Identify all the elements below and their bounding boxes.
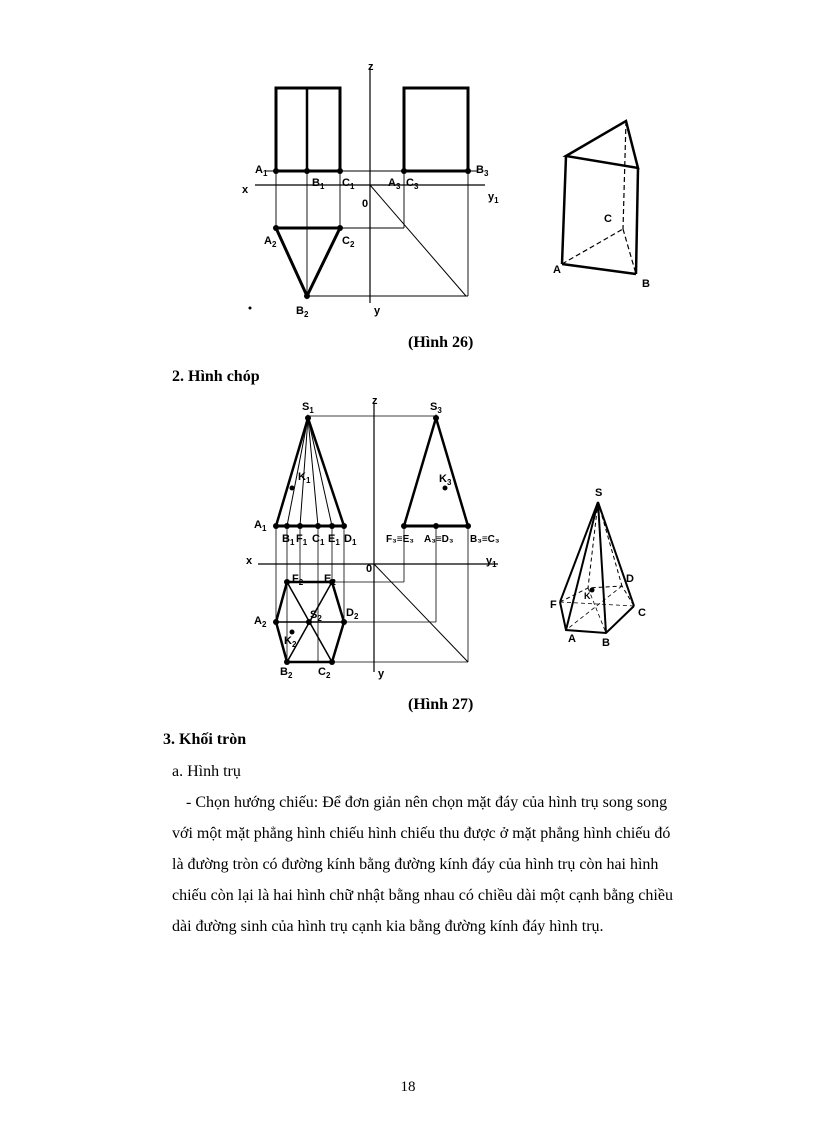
- label-C1: $C_1$: [312, 533, 325, 547]
- paragraph-line: là đường tròn có đường kính bằng đường kính đáy của hình trụ còn hai hình: [172, 856, 659, 873]
- axis-y1-label: $y_1$: [486, 555, 497, 569]
- label-K2: $K_2$: [284, 635, 297, 649]
- label-E1: $E_1$: [328, 533, 340, 547]
- label-A3-D3: A₃≡D₃: [424, 534, 454, 545]
- label-C3: $C_3$: [406, 177, 419, 191]
- cylinder-paragraph: [172, 787, 728, 942]
- label-F2: $F_2$: [292, 573, 304, 587]
- label-B: B: [642, 278, 650, 290]
- figure-27-caption: (Hình 27): [408, 696, 474, 713]
- label-B1: $B_1$: [282, 533, 295, 547]
- label-C: C: [604, 213, 612, 225]
- label-F: F: [550, 599, 557, 611]
- subsection-heading: a. Hình trụ: [172, 763, 241, 780]
- axis-y1-label: $y_1$: [488, 191, 499, 205]
- label-E2: $E_2$: [324, 573, 336, 587]
- label-C1: $C_1$: [342, 177, 355, 191]
- label-K1: $K_1$: [298, 471, 311, 485]
- paragraph-line: với một mặt phẳng hình chiếu hình chiếu thu được ở mặt phẳng hình chiếu đó: [172, 825, 671, 842]
- label-B3: $B_3$: [476, 164, 489, 178]
- label-S2: $S_2$: [310, 609, 322, 623]
- label-K: K: [584, 591, 591, 601]
- label-D2: $D_2$: [346, 607, 359, 621]
- label-S3: $S_3$: [430, 401, 442, 415]
- label-F3-E3: F₃≡E₃: [386, 534, 414, 545]
- label-B2: $B_2$: [296, 305, 309, 319]
- axis-y-label: y: [374, 305, 381, 317]
- section-3-heading: 3. Khối tròn: [163, 731, 247, 748]
- paragraph-line: - Chọn hướng chiếu: Để đơn giản nên chọn mặt đáy của hình trụ song song: [186, 794, 668, 811]
- axis-z-label: z: [368, 61, 374, 73]
- origin-label: 0: [366, 563, 373, 575]
- label-B1: $B_1$: [312, 177, 325, 191]
- axis-z-label: z: [372, 395, 378, 407]
- paragraph-line: dài đường sinh của hình trụ cạnh kia bằng đường kính đáy hình trụ.: [172, 918, 604, 935]
- label-A: A: [553, 264, 561, 276]
- label-B: B: [602, 637, 610, 649]
- figure-27-pyramid-projection: [240, 394, 660, 686]
- label-A2: $A_2$: [264, 235, 277, 249]
- axis-x-label: x: [246, 555, 253, 567]
- label-B2: $B_2$: [280, 666, 293, 680]
- label-A2: $A_2$: [254, 615, 267, 629]
- label-A3: $A_3$: [388, 177, 401, 191]
- label-K3: $K_3$: [439, 473, 452, 487]
- label-S1: $S_1$: [302, 401, 314, 415]
- label-C2: $C_2$: [342, 235, 355, 249]
- label-F1: $F_1$: [296, 533, 308, 547]
- label-A1: $A_1$: [255, 164, 268, 178]
- label-C: C: [638, 607, 646, 619]
- axis-x-label: x: [242, 184, 249, 196]
- label-D: D: [626, 573, 634, 585]
- figure-26-caption: (Hình 26): [408, 334, 474, 351]
- page-number: 18: [400, 1079, 416, 1095]
- paragraph-line: chiếu còn lại là hai hình chữ nhật bằng nhau có chiều dài một cạnh bằng chiều: [172, 887, 673, 904]
- section-2-heading: 2. Hình chóp: [172, 368, 260, 385]
- label-A: A: [568, 633, 576, 645]
- label-A1: $A_1$: [254, 519, 267, 533]
- origin-label: 0: [362, 198, 369, 210]
- axis-y-label: y: [378, 668, 385, 680]
- label-C2: $C_2$: [318, 666, 331, 680]
- figure-26-prism-projection: [240, 58, 660, 330]
- label-S: S: [595, 487, 603, 499]
- label-B3-C3: B₃≡C₃: [470, 534, 500, 545]
- label-D1: $D_1$: [344, 533, 357, 547]
